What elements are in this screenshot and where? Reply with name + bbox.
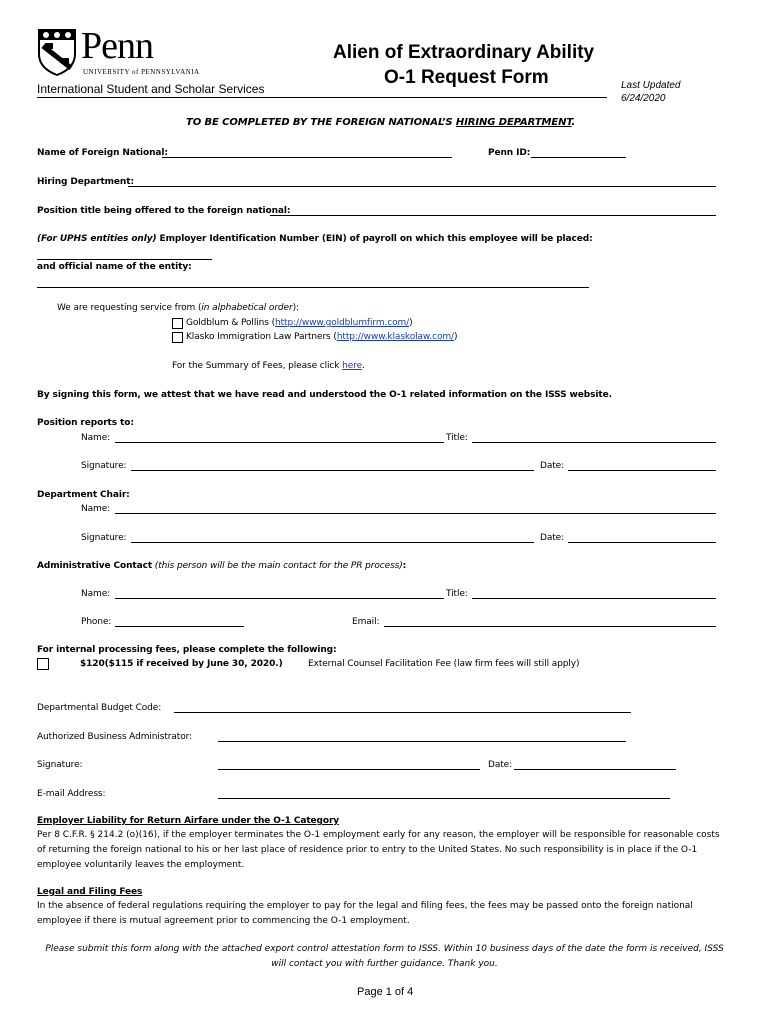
penn-id-field[interactable]	[531, 157, 626, 158]
firm1-label: Goldblum & Pollins (http://www.goldblumfirm.com/)	[186, 318, 413, 328]
reports-to-name-label: Name:	[81, 433, 111, 443]
liability-heading: Employer Liability for Return Airfare under the O-1 Category	[37, 816, 340, 826]
foreign-national-field[interactable]	[162, 157, 452, 158]
reports-to-date-field[interactable]	[568, 470, 716, 471]
chair-date-field[interactable]	[568, 542, 716, 543]
page-number: Page 1 of 4	[357, 986, 414, 998]
firm2-label: Klasko Immigration Law Partners (http://www.klaskolaw.com/)	[186, 332, 458, 342]
firm2-checkbox[interactable]	[172, 332, 183, 343]
fee-description: External Counsel Facilitation Fee (law firm fees will still apply)	[308, 659, 580, 669]
ein-label: (For UPHS entities only) Employer Identification Number (EIN) of payroll on which this employee will be placed:	[37, 234, 593, 244]
ein-field[interactable]	[37, 259, 212, 260]
admin-title-label: Title:	[446, 589, 468, 599]
entity-name-label: and official name of the entity:	[37, 262, 192, 272]
chair-date-label: Date:	[540, 533, 565, 543]
header-rule	[37, 97, 607, 98]
penn-shield-icon	[37, 28, 77, 76]
internal-email-label: E-mail Address:	[37, 789, 106, 799]
chair-signature-field[interactable]	[131, 542, 534, 543]
internal-heading: For internal processing fees, please complete the following:	[37, 645, 337, 655]
firm1-link[interactable]: http://www.goldblumfirm.com/	[275, 318, 410, 328]
form-title-line1: Alien of Extraordinary Ability	[333, 42, 595, 63]
chair-heading: Department Chair:	[37, 490, 130, 500]
internal-signature-label: Signature:	[37, 760, 83, 770]
admin-email-label: Email:	[352, 617, 380, 627]
reports-to-signature-field[interactable]	[131, 470, 534, 471]
reports-to-signature-label: Signature:	[81, 461, 127, 471]
fee-checkbox[interactable]	[37, 658, 49, 670]
admin-phone-field[interactable]	[115, 626, 244, 627]
admin-name-field[interactable]	[115, 598, 444, 599]
budget-code-field[interactable]	[174, 712, 631, 713]
service-intro: We are requesting service from (in alphabetical order):	[57, 303, 299, 313]
logo-wordmark: Penn	[81, 25, 153, 67]
entity-name-field[interactable]	[37, 287, 589, 288]
last-updated-date: 6/24/2020	[621, 93, 666, 104]
legal-heading: Legal and Filing Fees	[37, 887, 143, 897]
logo-university: UNIVERSITY of PENNSYLVANIA	[83, 68, 200, 76]
hiring-department-label: Hiring Department:	[37, 177, 134, 187]
admin-email-field[interactable]	[384, 626, 716, 627]
reports-to-name-field[interactable]	[115, 442, 444, 443]
penn-logo	[37, 25, 200, 78]
chair-name-label: Name:	[81, 504, 111, 514]
admin-phone-label: Phone:	[81, 617, 112, 627]
form-title-line2: O-1 Request Form	[384, 67, 549, 88]
legal-text: In the absence of federal regulations requiring the employer to pay for the legal and filing fees, the fees may be passed onto the foreign national employee if there is mutual agreement prior to commencing the O-1 employment.	[37, 901, 693, 926]
reports-to-heading: Position reports to:	[37, 418, 134, 428]
closing-text: Please submit this form along with the attached export control attestation form to ISSS. Within 10 business days of the date the form is received, ISSS will contact you with further guidance. Thank you.	[45, 944, 724, 969]
fees-summary: For the Summary of Fees, please click here.	[172, 361, 365, 371]
reports-to-title-field[interactable]	[472, 442, 716, 443]
org-name: International Student and Scholar Services	[37, 82, 265, 96]
fee-amount: $120($115 if received by June 30, 2020.)	[80, 659, 283, 669]
internal-date-field[interactable]	[514, 769, 676, 770]
attest-statement: By signing this form, we attest that we have read and understood the O-1 related information on the ISSS website.	[37, 390, 612, 400]
position-title-field[interactable]	[270, 215, 716, 216]
authorized-admin-field[interactable]	[218, 741, 626, 742]
foreign-national-label: Name of Foreign National:	[37, 148, 168, 158]
internal-signature-field[interactable]	[218, 769, 480, 770]
position-title-label: Position title being offered to the foreign national:	[37, 206, 291, 216]
fees-here-link[interactable]: here	[342, 361, 363, 371]
reports-to-date-label: Date:	[540, 461, 565, 471]
liability-text: Per 8 C.F.R. § 214.2 (o)(16), if the employer terminates the O-1 employment early for any reason, the employer will be responsible for reasonable costs of returning the foreign national to his or her last place of residence prior to entry to the United States. No such responsibility is in place if the O-1 employee voluntarily leaves the employment.	[37, 830, 720, 870]
last-updated-label: Last Updated	[621, 80, 681, 91]
hiring-department-field[interactable]	[128, 186, 716, 187]
budget-code-label: Departmental Budget Code:	[37, 703, 162, 713]
internal-date-label: Date:	[488, 760, 513, 770]
firm2-link[interactable]: http://www.klaskolaw.com/	[336, 332, 454, 342]
admin-name-label: Name:	[81, 589, 111, 599]
internal-email-field[interactable]	[218, 798, 670, 799]
admin-title-field[interactable]	[472, 598, 716, 599]
admin-heading: Administrative Contact (this person will be the main contact for the PR process):	[37, 561, 407, 571]
instruction: TO BE COMPLETED BY THE FOREIGN NATIONAL’S HIRING DEPARTMENT.	[186, 117, 576, 128]
chair-signature-label: Signature:	[81, 533, 127, 543]
chair-name-field[interactable]	[115, 513, 716, 514]
firm1-checkbox[interactable]	[172, 318, 183, 329]
reports-to-title-label: Title:	[446, 433, 468, 443]
authorized-admin-label: Authorized Business Administrator:	[37, 732, 193, 742]
penn-id-label: Penn ID:	[488, 148, 531, 158]
